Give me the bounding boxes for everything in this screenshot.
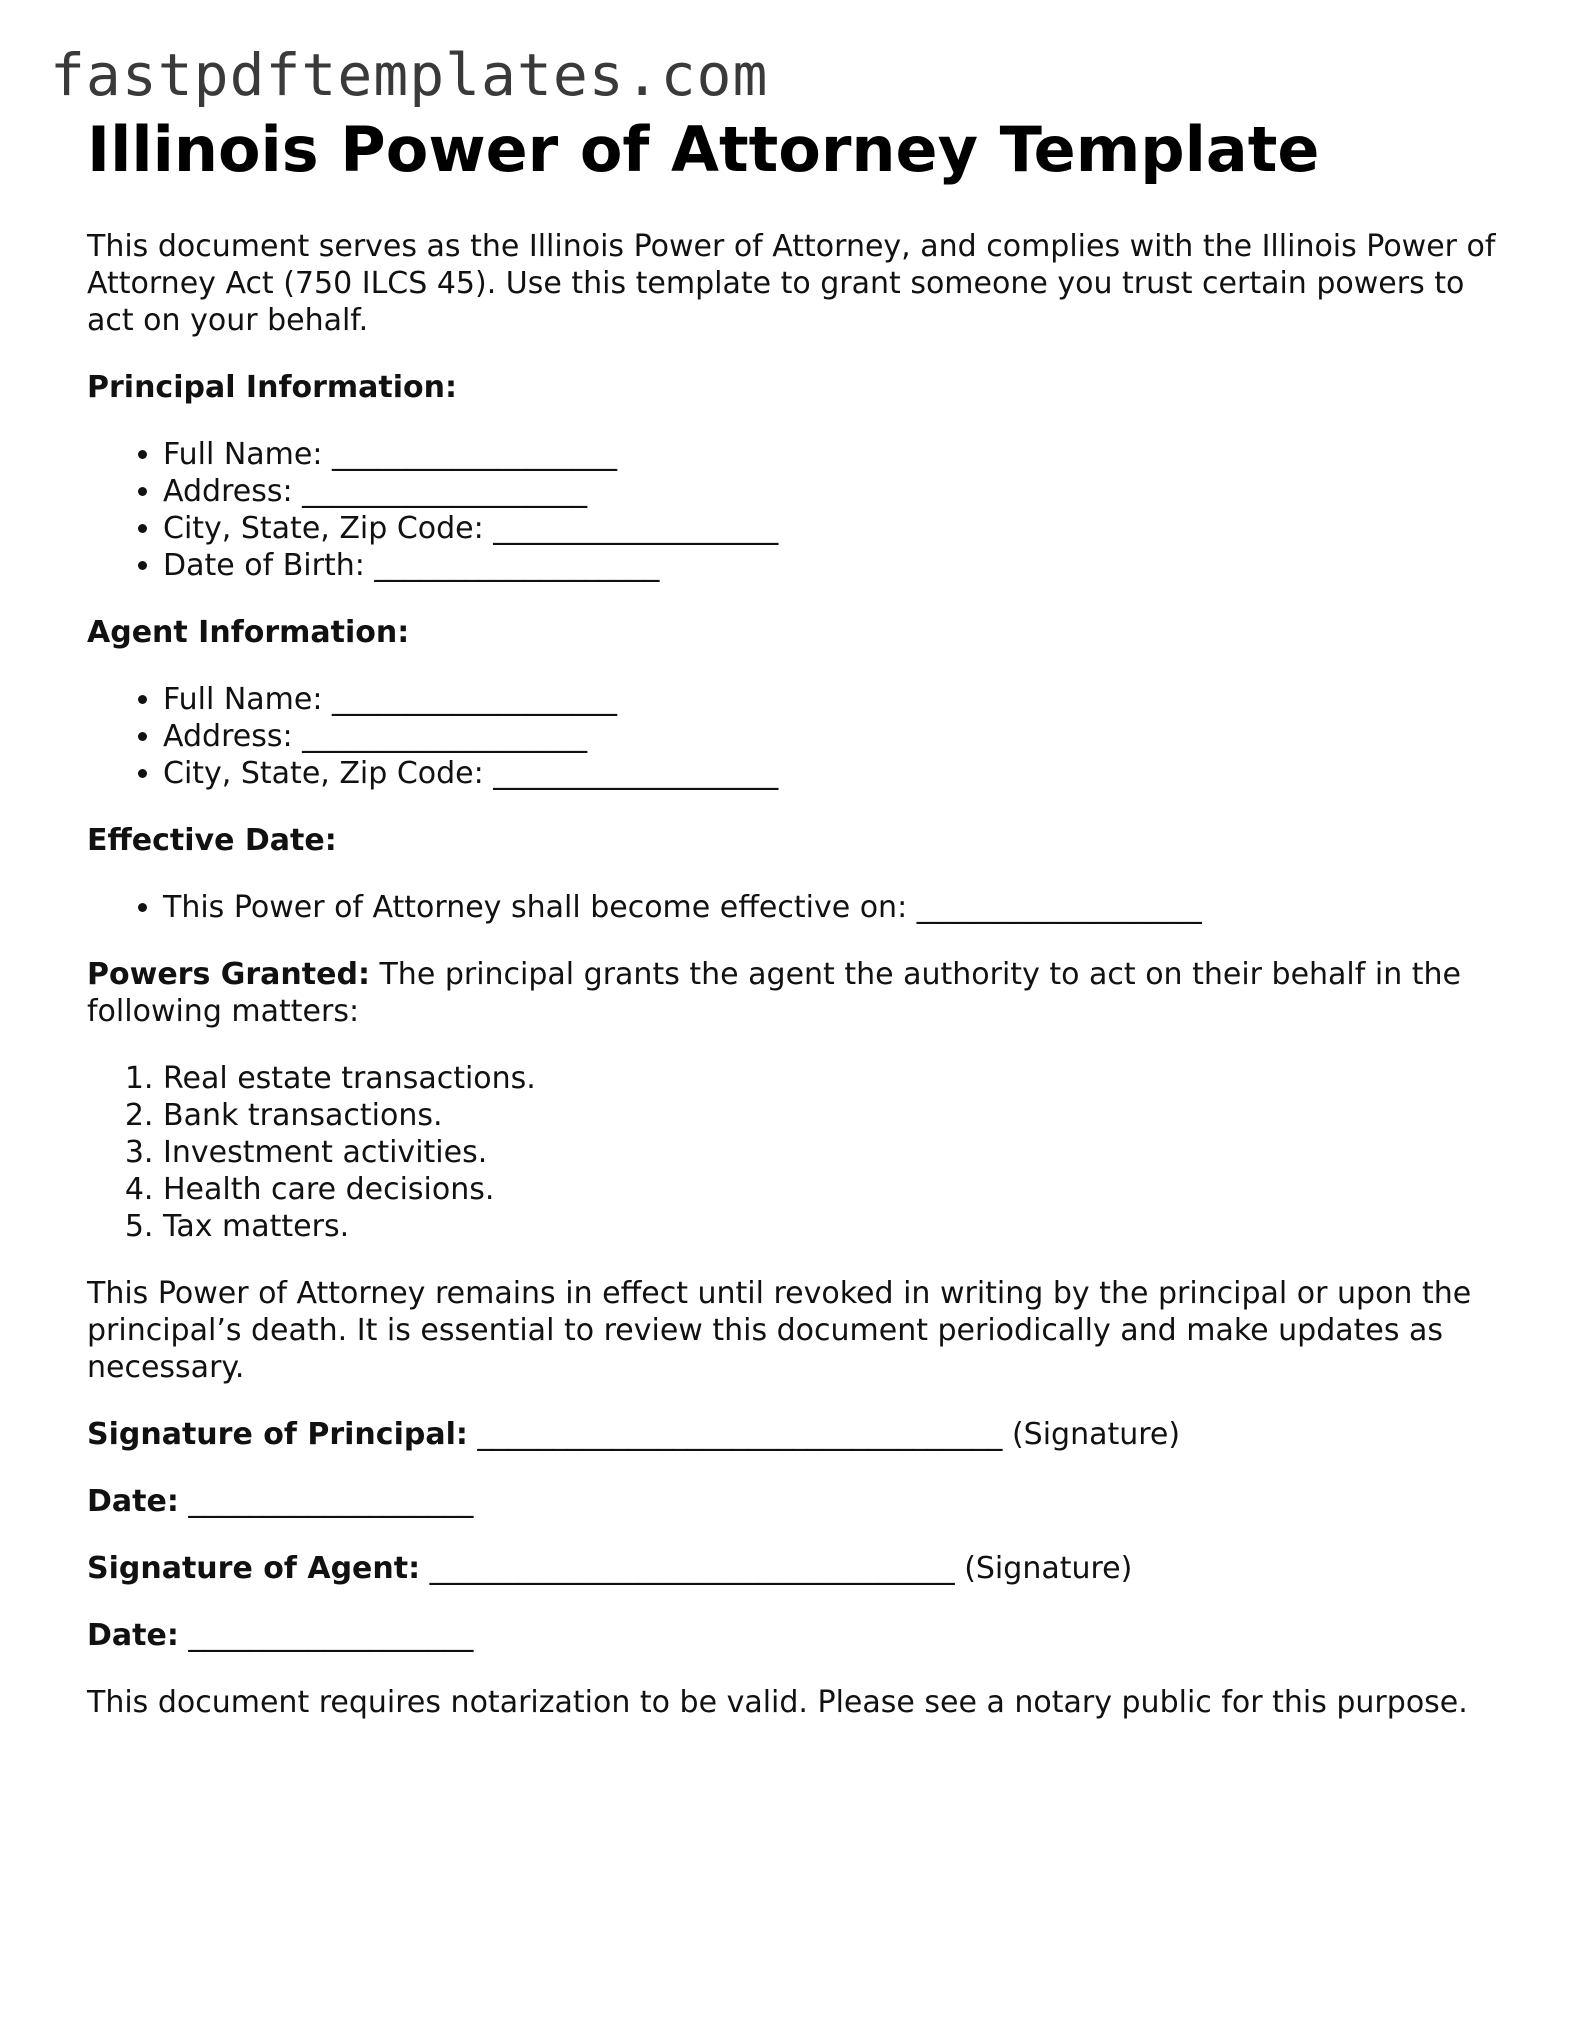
field-label: Full Name:: [163, 682, 323, 717]
field-label: Full Name:: [163, 437, 323, 472]
principal-signature-line: [87, 1416, 1497, 1453]
principal-address-blank[interactable]: ___________________: [302, 474, 588, 509]
list-item: [163, 547, 1497, 584]
list-item: 3. Investment activities.: [163, 1134, 1497, 1171]
field-label: Date of Birth:: [163, 548, 365, 583]
signature-note: (Signature): [964, 1551, 1133, 1586]
list-item: [163, 473, 1497, 510]
list-item: 4. Health care decisions.: [163, 1171, 1497, 1208]
field-label: City, State, Zip Code:: [163, 511, 484, 546]
field-label: This Power of Attorney shall become effective on:: [163, 890, 908, 925]
powers-paragraph: [87, 956, 1497, 1030]
principal-signature-blank[interactable]: ___________________________________: [477, 1417, 1003, 1452]
principal-heading: Principal Information:: [87, 370, 458, 405]
principal-signature-label: Signature of Principal:: [87, 1417, 468, 1452]
field-label: Address:: [163, 474, 293, 509]
principal-fields: [87, 436, 1497, 584]
signature-note: (Signature): [1011, 1417, 1181, 1452]
intro-paragraph: This document serves as the Illinois Power of Attorney, and complies with the Illinois Power of Attorney Act (750 ILCS 45). Use this template to grant someone you trust certain powers to act on your behalf.: [87, 229, 1496, 338]
list-item: [163, 755, 1497, 792]
list-item: [163, 681, 1497, 718]
principal-date-blank[interactable]: ___________________: [188, 1484, 474, 1519]
agent-heading: Agent Information:: [87, 615, 410, 650]
agent-full-name-blank[interactable]: ___________________: [332, 682, 617, 717]
field-label: Address:: [163, 719, 293, 754]
document-page: [87, 108, 1497, 1721]
notarization-paragraph: This document requires notarization to be valid. Please see a notary public for this purpose.: [87, 1685, 1468, 1720]
date-label: Date:: [87, 1484, 179, 1519]
principal-full-name-blank[interactable]: ___________________: [332, 437, 617, 472]
watermark: fastpdftemplates.com: [50, 41, 769, 109]
list-item: 5. Tax matters.: [163, 1208, 1497, 1245]
powers-list: [87, 1060, 1497, 1245]
agent-signature-label: Signature of Agent:: [87, 1551, 421, 1586]
agent-city-state-zip-blank[interactable]: ___________________: [493, 756, 779, 791]
agent-signature-blank[interactable]: ___________________________________: [429, 1551, 955, 1586]
agent-address-blank[interactable]: ___________________: [302, 719, 588, 754]
list-item: [163, 889, 1497, 926]
revocation-paragraph: This Power of Attorney remains in effect until revoked in writing by the principal or upon the principal’s death. It is essential to review this document periodically and make updates as necessary.: [87, 1276, 1472, 1385]
list-item: [163, 436, 1497, 473]
effective-date-list: [87, 889, 1497, 926]
principal-city-state-zip-blank[interactable]: ___________________: [493, 511, 779, 546]
powers-heading: Powers Granted:: [87, 957, 370, 992]
principal-dob-blank[interactable]: ___________________: [374, 548, 660, 583]
agent-signature-line: [87, 1550, 1497, 1587]
page-title: Illinois Power of Attorney Template: [87, 113, 1320, 186]
list-item: 1. Real estate transactions.: [163, 1060, 1497, 1097]
powers-text: The principal grants the agent the authority to act on their behalf in the following matters:: [87, 957, 1461, 1029]
agent-date-line: [87, 1617, 1497, 1654]
field-label: City, State, Zip Code:: [163, 756, 484, 791]
list-item: 2. Bank transactions.: [163, 1097, 1497, 1134]
list-item: [163, 510, 1497, 547]
principal-date-line: [87, 1483, 1497, 1520]
effective-date-heading: Effective Date:: [87, 823, 337, 858]
agent-date-blank[interactable]: ___________________: [188, 1618, 474, 1653]
date-label: Date:: [87, 1618, 179, 1653]
agent-fields: [87, 681, 1497, 792]
list-item: [163, 718, 1497, 755]
effective-date-blank[interactable]: ___________________: [916, 890, 1202, 925]
